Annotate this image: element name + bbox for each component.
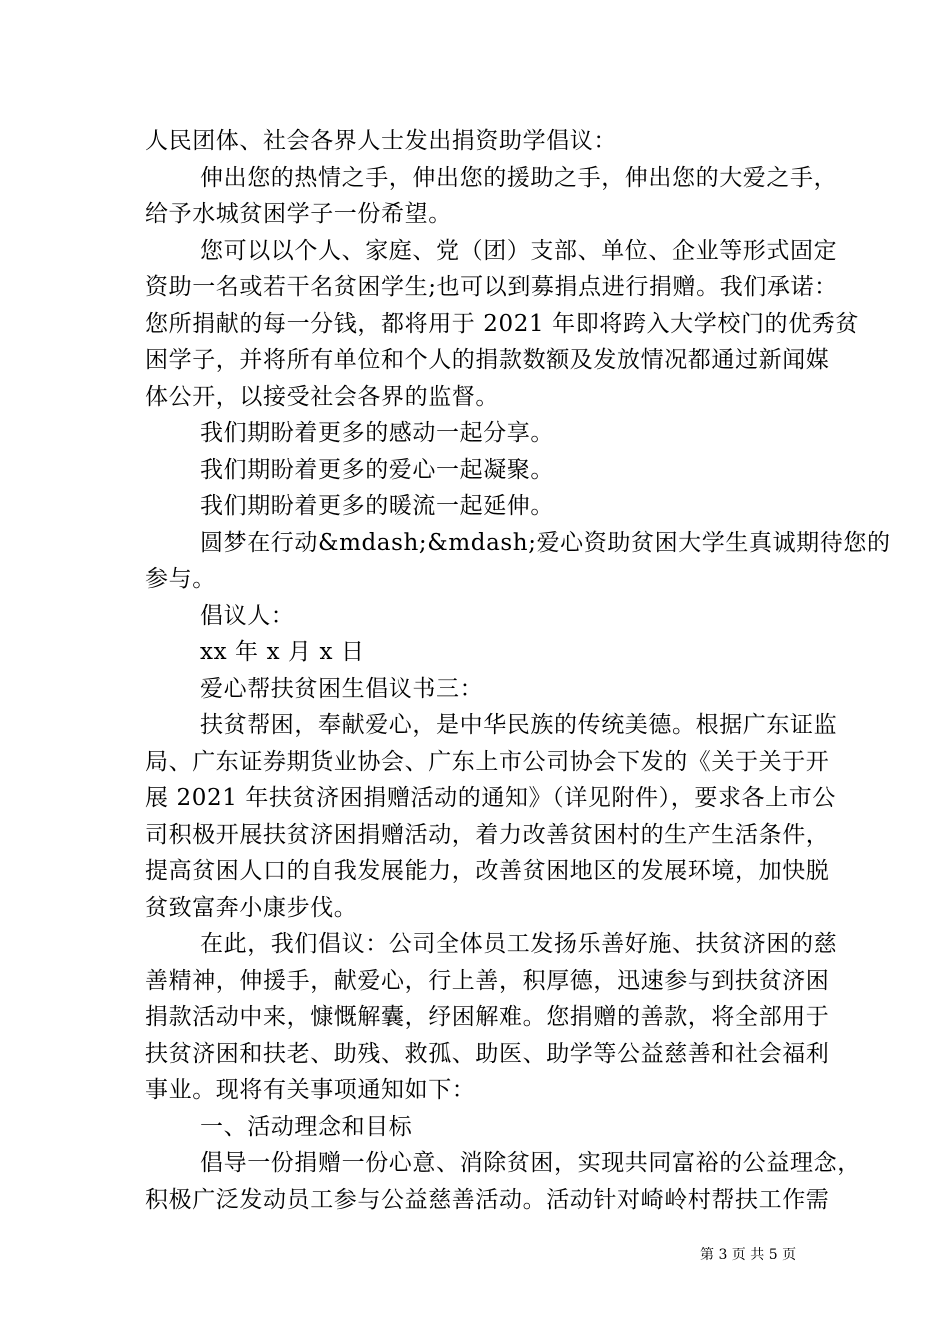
text-line: 人民团体、社会各界人士发出捐资助学倡议： [145,128,617,154]
text-line: 爱心帮扶贫困生倡议书三： [200,676,484,702]
text-line: 善精神，伸援手，献爱心，行上善，积厚德，迅速参与到扶贫济困 [145,968,830,994]
text-line: 您所捐献的每一分钱，都将用于 2021 年即将跨入大学校门的优秀贫 [145,311,859,337]
text-line: 提高贫困人口的自我发展能力，改善贫困地区的发展环境，加快脱 [145,858,830,884]
text-line: 展 2021 年扶贫济困捐赠活动的通知》（详见附件），要求各上市公 [145,785,836,811]
text-line: 捐款活动中来，慷慨解囊，纾困解难。您捐赠的善款，将全部用于 [145,1004,830,1030]
text-line: 困学子，并将所有单位和个人的捐款数额及发放情况都通过新闻媒 [145,347,830,373]
text-line: 伸出您的热情之手，伸出您的援助之手，伸出您的大爱之手， [200,165,838,191]
text-line: 体公开，以接受社会各界的监督。 [145,384,499,410]
text-line: 在此，我们倡议：公司全体员工发扬乐善好施、扶贫济困的慈 [200,931,838,957]
text-line: 我们期盼着更多的爱心一起凝聚。 [200,457,554,483]
text-line: 倡议人： [200,603,295,629]
section-heading: 一、活动理念和目标 [200,1114,413,1140]
text-line: 贫致富奔小康步伐。 [145,895,358,921]
text-line: 事业。现将有关事项通知如下： [145,1077,476,1103]
text-line: 倡导一份捐赠一份心意、消除贫困，实现共同富裕的公益理念， [200,1150,861,1176]
text-line: 您可以以个人、家庭、党（团）支部、单位、企业等形式固定 [200,238,838,264]
text-line: 资助一名或若干名贫困学生;也可以到募捐点进行捐赠。我们承诺： [145,274,838,300]
text-line: 扶贫帮困，奉献爱心，是中华民族的传统美德。根据广东证监 [200,712,838,738]
text-line: 司积极开展扶贫济困捐赠活动，着力改善贫困村的生产生活条件， [145,822,830,848]
text-line: 扶贫济困和扶老、助残、救孤、助医、助学等公益慈善和社会福利 [145,1041,830,1067]
text-line: 我们期盼着更多的感动一起分享。 [200,420,554,446]
text-line: 局、广东证券期货业协会、广东上市公司协会下发的《关于关于开 [145,749,830,775]
page-number-footer: 第 3 页 共 5 页 [700,1247,797,1263]
text-line: 圆梦在行动&mdash;&mdash;爱心资助贫困大学生真诚期待您的 [200,530,891,556]
text-line: 我们期盼着更多的暖流一起延伸。 [200,493,554,519]
text-line: 参与。 [145,566,216,592]
text-line: 给予水城贫困学子一份希望。 [145,201,452,227]
text-line: 积极广泛发动员工参与公益慈善活动。活动针对崎岭村帮扶工作需 [145,1187,830,1213]
text-line: xx 年 x 月 x 日 [200,639,365,665]
